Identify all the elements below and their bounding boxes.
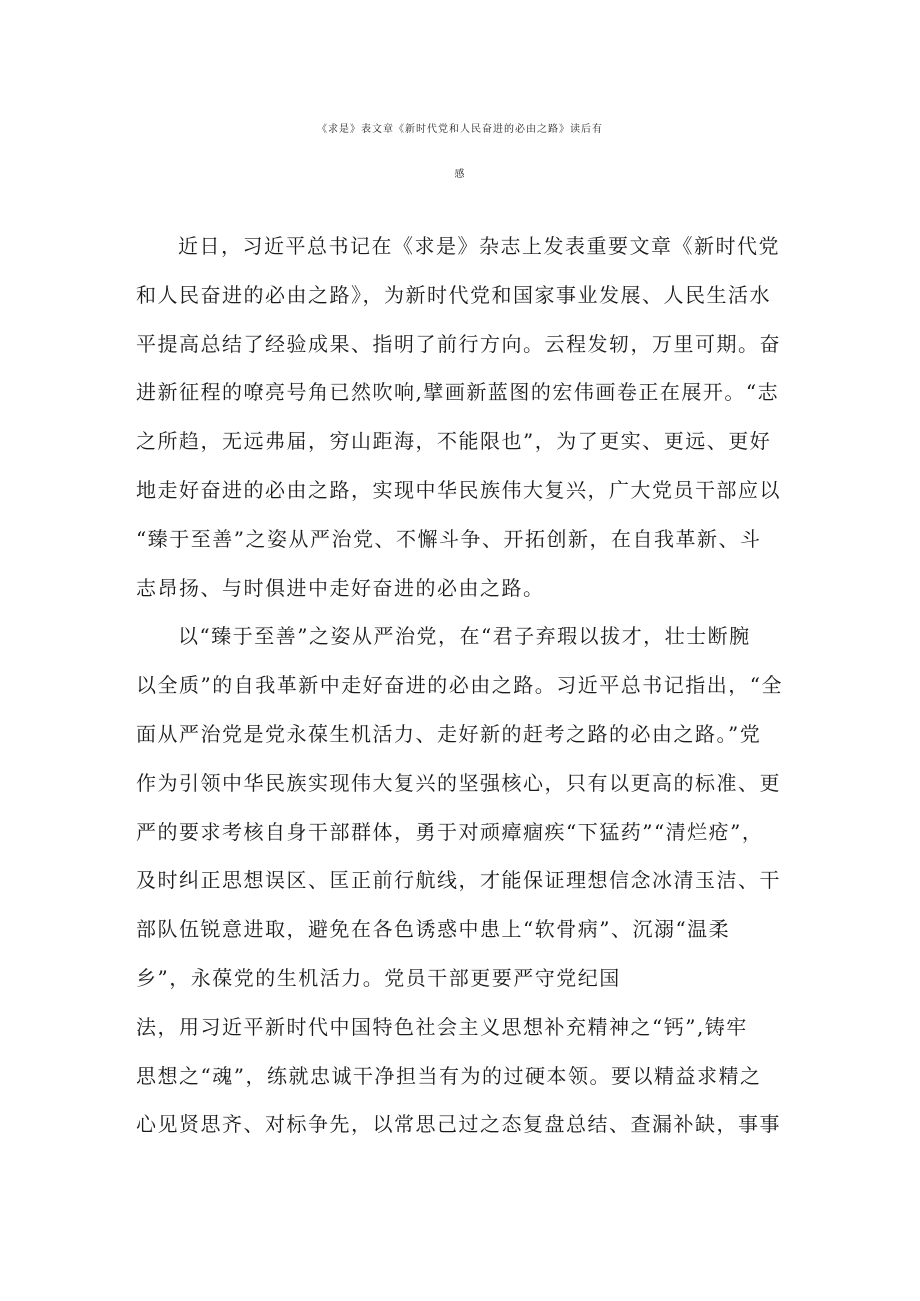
body-line: 以全质”的自我革新中走好奋进的必由之路。习近平总书记指出，“全 <box>136 673 783 698</box>
body-line: 心见贤思齐、对标争先，以常思己过之态复盘总结、查漏补缺，事事 <box>136 1112 781 1137</box>
body-line: “臻于至善”之姿从严治党、不懈斗争、开拓创新，在自我革新、斗 <box>136 526 762 551</box>
body-line: 志昂扬、与时俱进中走好奋进的必由之路。 <box>136 575 545 600</box>
document-title-line-1: 《求是》表文章《新时代党和人民奋进的必由之路》读后有 <box>317 124 603 135</box>
body-line: 思想之“魂”，练就忠诚干净担当有为的过硬本领。要以精益求精之 <box>136 1063 762 1088</box>
body-line: 及时纠正思想误区、匡正前行航线，才能保证理想信念冰清玉洁、干 <box>136 868 781 893</box>
document-body <box>136 222 796 1149</box>
body-line: 严的要求考核自身干部群体，勇于对顽瘴痼疾“下猛药”“清烂疮”， <box>136 819 764 844</box>
body-line: 地走好奋进的必由之路，实现中华民族伟大复兴，广大党员干部应以 <box>136 477 781 502</box>
body-line: 和人民奋进的必由之路》，为新时代党和国家事业发展、人民生活水 <box>136 282 771 307</box>
body-line: 作为引领中华民族实现伟大复兴的坚强核心，只有以更高的标准、更 <box>136 770 781 795</box>
document-title-line-2: 感 <box>454 169 466 180</box>
body-line: 乡”，永葆党的生机活力。党员干部更要严守党纪国 <box>136 965 621 990</box>
body-line: 平提高总结了经验成果、指明了前行方向。云程发轫，万里可期。奋 <box>136 331 781 356</box>
body-line: 近日，习近平总书记在《求是》杂志上发表重要文章《新时代党 <box>178 234 780 258</box>
body-line: 以“臻于至善”之姿从严治党，在“君子弃瑕以拔才，壮士断腕 <box>178 624 751 649</box>
body-line: 面从严治党是党永葆生机活力、走好新的赶考之路的必由之路。”党 <box>136 721 762 746</box>
body-line: 部队伍锐意进取，避免在各色诱惑中患上“软骨病”、沉溺“温柔 <box>136 917 731 942</box>
body-line: 法，用习近平新时代中国特色社会主义思想补充精神之“钙”,铸牢 <box>136 1014 748 1039</box>
body-line: 之所趋，无远弗届，穷山距海，不能限也”，为了更实、更远、更好 <box>136 429 772 454</box>
body-line: 进新征程的嘹亮号角已然吹响,擘画新蓝图的宏伟画卷正在展开。“志 <box>136 380 780 405</box>
